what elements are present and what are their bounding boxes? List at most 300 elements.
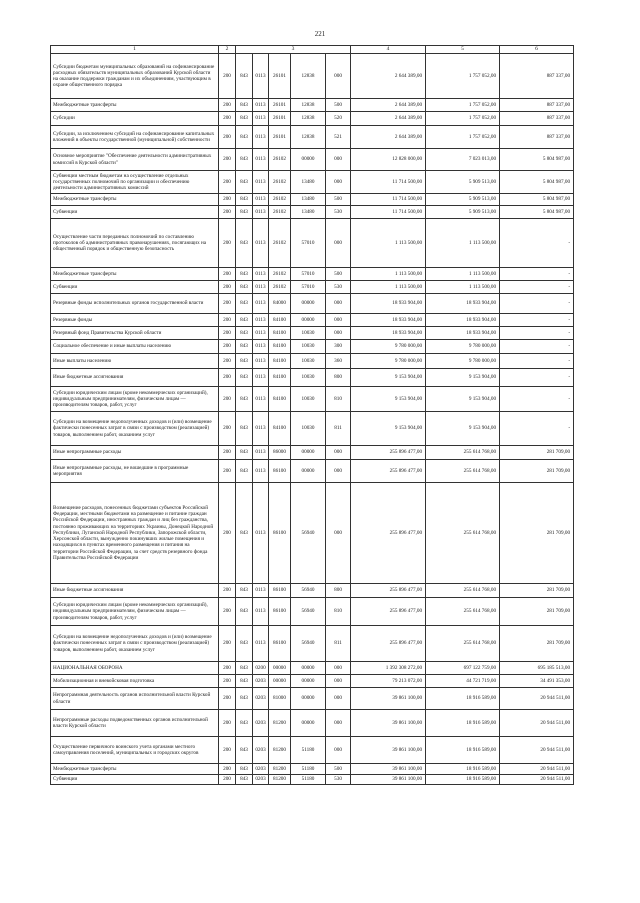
row-value-1: 9 153 904,00 <box>351 387 426 412</box>
budget-table <box>50 45 574 785</box>
row-value-1: 9 780 000,00 <box>351 354 426 369</box>
row-code-b: 843 <box>236 446 253 460</box>
row-code-c: 0113 <box>253 54 269 99</box>
row-value-2: 1 113 500,00 <box>426 281 500 294</box>
row-value-2: 18 916 589,00 <box>426 737 500 764</box>
row-code-d: 84100 <box>269 387 291 412</box>
row-code-f: 300 <box>326 340 351 354</box>
row-code-b: 843 <box>236 219 253 268</box>
table-row <box>51 737 574 764</box>
row-value-2: 1 757 052,00 <box>426 126 500 149</box>
row-code-a: 200 <box>219 460 236 483</box>
row-code-c: 0203 <box>253 764 269 775</box>
row-value-1: 18 933 904,00 <box>351 314 426 327</box>
row-code-f: 000 <box>326 171 351 194</box>
row-code-f: 500 <box>326 268 351 281</box>
row-code-f: 530 <box>326 206 351 219</box>
row-code-d: 84100 <box>269 369 291 387</box>
row-code-b: 843 <box>236 412 253 446</box>
row-code-b: 843 <box>236 354 253 369</box>
row-code-a: 200 <box>219 626 236 662</box>
row-value-2: 697 122 759,00 <box>426 662 500 675</box>
row-value-2: 18 933 904,00 <box>426 314 500 327</box>
row-value-1: 255 896 477,00 <box>351 483 426 584</box>
row-code-e: 56940 <box>291 598 326 626</box>
row-name: Иные бюджетные ассигнования <box>51 584 219 598</box>
row-value-2: 18 916 589,00 <box>426 764 500 775</box>
row-code-e: 00000 <box>291 294 326 314</box>
row-code-a: 200 <box>219 294 236 314</box>
table-row <box>51 171 574 194</box>
row-value-3: - <box>500 387 574 412</box>
row-value-2: 255 614 768,00 <box>426 584 500 598</box>
table-row <box>51 584 574 598</box>
row-code-e: 57010 <box>291 281 326 294</box>
row-code-c: 0113 <box>253 314 269 327</box>
row-value-2: 18 916 589,00 <box>426 710 500 737</box>
row-value-2: 9 153 904,00 <box>426 387 500 412</box>
row-code-b: 843 <box>236 327 253 340</box>
row-code-b: 843 <box>236 126 253 149</box>
row-value-2: 18 933 904,00 <box>426 327 500 340</box>
row-name: НАЦИОНАЛЬНАЯ ОБОРОНА <box>51 662 219 675</box>
row-code-e: 00000 <box>291 710 326 737</box>
header-col-4: 4 <box>351 46 426 54</box>
row-code-c: 0113 <box>253 387 269 412</box>
table-row <box>51 483 574 584</box>
row-value-1: 39 861 100,00 <box>351 775 426 785</box>
table-row <box>51 446 574 460</box>
row-code-d: 86000 <box>269 446 291 460</box>
table-row <box>51 194 574 206</box>
row-code-d: 26102 <box>269 268 291 281</box>
row-code-e: 13480 <box>291 194 326 206</box>
table-row <box>51 327 574 340</box>
row-name: Непрограммные расходы подведомственных органов исполнительной власти Курской области <box>51 710 219 737</box>
table-row <box>51 662 574 675</box>
row-value-1: 39 861 100,00 <box>351 764 426 775</box>
row-code-f: 800 <box>326 584 351 598</box>
table-row <box>51 387 574 412</box>
table-row <box>51 219 574 268</box>
row-code-b: 843 <box>236 584 253 598</box>
row-code-c: 0113 <box>253 206 269 219</box>
row-code-f: 000 <box>326 662 351 675</box>
row-value-3: 695 185 513,00 <box>500 662 574 675</box>
row-code-d: 00000 <box>269 662 291 675</box>
row-name: Мобилизационная и вневойсковая подготовка <box>51 675 219 688</box>
row-value-2: 5 909 513,00 <box>426 194 500 206</box>
table-row <box>51 126 574 149</box>
row-code-b: 843 <box>236 112 253 126</box>
row-code-e: 12838 <box>291 112 326 126</box>
row-value-2: 255 614 768,00 <box>426 626 500 662</box>
row-value-3: 887 337,00 <box>500 99 574 112</box>
row-code-a: 200 <box>219 446 236 460</box>
row-code-a: 200 <box>219 412 236 446</box>
table-row <box>51 281 574 294</box>
row-code-a: 200 <box>219 764 236 775</box>
row-name: Резервный фонд Правительства Курской области <box>51 327 219 340</box>
row-code-b: 843 <box>236 688 253 710</box>
row-code-a: 200 <box>219 54 236 99</box>
row-code-a: 200 <box>219 675 236 688</box>
row-code-f: 521 <box>326 126 351 149</box>
row-code-d: 81200 <box>269 764 291 775</box>
row-code-d: 81200 <box>269 737 291 764</box>
table-row <box>51 314 574 327</box>
table-row <box>51 460 574 483</box>
table-row <box>51 54 574 99</box>
row-value-1: 255 896 477,00 <box>351 598 426 626</box>
row-value-2: 18 933 904,00 <box>426 294 500 314</box>
header-col-3: 3 <box>236 46 351 54</box>
table-row <box>51 688 574 710</box>
row-value-3: 887 337,00 <box>500 112 574 126</box>
table-row <box>51 412 574 446</box>
row-code-d: 84100 <box>269 327 291 340</box>
row-value-3: - <box>500 219 574 268</box>
table-body <box>51 46 574 785</box>
row-value-2: 9 153 904,00 <box>426 369 500 387</box>
row-code-c: 0203 <box>253 737 269 764</box>
row-code-d: 26101 <box>269 126 291 149</box>
row-code-d: 86100 <box>269 460 291 483</box>
table-row <box>51 112 574 126</box>
row-code-c: 0200 <box>253 662 269 675</box>
row-value-3: 5 804 987,00 <box>500 194 574 206</box>
row-code-c: 0113 <box>253 598 269 626</box>
row-code-c: 0113 <box>253 194 269 206</box>
row-name: Возмещение расходов, понесенных бюджетами субъектов Российской Федерации, местными бюджетами на размещение и питание граждан Российской Федерации, иностранных граждан и лиц без гражданства, постоянно проживающих на территориях Украины, Донецкой Народной Республики, Луганской Народной Республики, Запорожской области, Херсонской области, вынужденно покинувших жилые помещения и находящихся в пунктах временного размещения и питания на территории Российской Федерации, за счет средств резервного фонда Правительства Российской Федерации <box>51 483 219 584</box>
row-value-3: 34 491 353,00 <box>500 675 574 688</box>
row-code-a: 200 <box>219 194 236 206</box>
row-code-a: 200 <box>219 219 236 268</box>
row-value-3: 20 944 511,00 <box>500 737 574 764</box>
row-value-1: 1 113 500,00 <box>351 281 426 294</box>
row-value-3: - <box>500 354 574 369</box>
row-value-3: 281 709,00 <box>500 483 574 584</box>
row-code-f: 530 <box>326 775 351 785</box>
row-value-1: 11 714 500,00 <box>351 206 426 219</box>
row-code-e: 56940 <box>291 626 326 662</box>
table-row <box>51 598 574 626</box>
row-code-f: 000 <box>326 446 351 460</box>
header-row <box>51 46 574 54</box>
row-value-1: 39 861 100,00 <box>351 688 426 710</box>
table-row <box>51 149 574 171</box>
row-code-d: 26102 <box>269 219 291 268</box>
row-value-3: 281 709,00 <box>500 446 574 460</box>
row-value-1: 2 644 389,00 <box>351 99 426 112</box>
row-value-2: 18 916 589,00 <box>426 775 500 785</box>
row-name: Иные непрограммные расходы <box>51 446 219 460</box>
row-code-c: 0203 <box>253 675 269 688</box>
row-name: Основное мероприятие "Обеспечение деятельности административных комиссий в Курской области" <box>51 149 219 171</box>
row-code-a: 200 <box>219 369 236 387</box>
row-value-2: 255 614 768,00 <box>426 460 500 483</box>
row-code-c: 0113 <box>253 268 269 281</box>
row-value-2: 18 916 589,00 <box>426 688 500 710</box>
row-value-2: 255 614 768,00 <box>426 598 500 626</box>
row-code-c: 0113 <box>253 171 269 194</box>
row-code-a: 200 <box>219 268 236 281</box>
row-code-a: 200 <box>219 737 236 764</box>
row-code-c: 0113 <box>253 219 269 268</box>
row-code-f: 810 <box>326 598 351 626</box>
row-value-3: - <box>500 294 574 314</box>
row-code-c: 0113 <box>253 412 269 446</box>
row-code-e: 10030 <box>291 387 326 412</box>
row-code-e: 57010 <box>291 219 326 268</box>
row-code-c: 0113 <box>253 446 269 460</box>
row-code-b: 843 <box>236 54 253 99</box>
row-value-2: 9 153 904,00 <box>426 412 500 446</box>
row-value-1: 9 153 904,00 <box>351 412 426 446</box>
row-value-3: 20 944 511,00 <box>500 710 574 737</box>
row-code-d: 26101 <box>269 112 291 126</box>
row-code-e: 57010 <box>291 268 326 281</box>
row-value-3: 281 709,00 <box>500 598 574 626</box>
table-row <box>51 675 574 688</box>
row-code-d: 26102 <box>269 149 291 171</box>
row-value-1: 2 644 389,00 <box>351 126 426 149</box>
row-code-f: 500 <box>326 764 351 775</box>
row-code-a: 200 <box>219 171 236 194</box>
row-value-1: 39 861 100,00 <box>351 737 426 764</box>
row-code-e: 12838 <box>291 54 326 99</box>
row-code-d: 84100 <box>269 314 291 327</box>
row-code-e: 10030 <box>291 340 326 354</box>
row-code-b: 843 <box>236 294 253 314</box>
row-code-b: 843 <box>236 340 253 354</box>
row-value-3: 281 709,00 <box>500 584 574 598</box>
row-name: Субвенции <box>51 775 219 785</box>
row-code-d: 26102 <box>269 206 291 219</box>
row-code-f: 800 <box>326 369 351 387</box>
row-code-d: 84000 <box>269 294 291 314</box>
row-name: Субсидии юридическим лицам (кроме некоммерческих организаций), индивидуальным предпринимателям, физическим лицам — производителям товаров, работ, услуг <box>51 387 219 412</box>
row-name: Субвенции <box>51 281 219 294</box>
row-code-b: 843 <box>236 626 253 662</box>
row-code-a: 200 <box>219 340 236 354</box>
row-value-1: 39 861 100,00 <box>351 710 426 737</box>
row-value-1: 79 213 072,00 <box>351 675 426 688</box>
row-code-b: 843 <box>236 171 253 194</box>
row-code-b: 843 <box>236 149 253 171</box>
row-value-3: 20 944 511,00 <box>500 775 574 785</box>
row-code-e: 12838 <box>291 126 326 149</box>
row-code-d: 26102 <box>269 281 291 294</box>
row-code-d: 81200 <box>269 710 291 737</box>
row-code-e: 00000 <box>291 675 326 688</box>
row-code-a: 200 <box>219 483 236 584</box>
row-code-e: 00000 <box>291 149 326 171</box>
row-code-a: 200 <box>219 112 236 126</box>
row-value-1: 255 896 477,00 <box>351 626 426 662</box>
row-value-2: 1 757 052,00 <box>426 54 500 99</box>
row-value-1: 12 828 000,00 <box>351 149 426 171</box>
row-code-e: 10030 <box>291 327 326 340</box>
row-value-1: 1 113 500,00 <box>351 268 426 281</box>
row-name: Субсидии на возмещение недополученных доходов и (или) возмещение фактически понесенных затрат в связи с производством (реализацией) товаров, выполнением работ, оказанием услуг <box>51 412 219 446</box>
row-name: Социальное обеспечение и иные выплаты населению <box>51 340 219 354</box>
row-code-c: 0113 <box>253 369 269 387</box>
row-code-d: 84100 <box>269 340 291 354</box>
row-code-c: 0113 <box>253 460 269 483</box>
row-code-e: 51180 <box>291 737 326 764</box>
row-code-c: 0113 <box>253 584 269 598</box>
row-code-f: 000 <box>326 710 351 737</box>
row-code-c: 0113 <box>253 626 269 662</box>
row-code-a: 200 <box>219 354 236 369</box>
row-code-b: 843 <box>236 460 253 483</box>
row-code-e: 00000 <box>291 314 326 327</box>
row-name: Резервные фонды исполнительных органов государственной власти <box>51 294 219 314</box>
row-code-b: 843 <box>236 314 253 327</box>
row-value-3: - <box>500 281 574 294</box>
row-value-1: 255 896 477,00 <box>351 446 426 460</box>
row-name: Субвенции <box>51 206 219 219</box>
table-row <box>51 340 574 354</box>
row-value-3: 20 944 511,00 <box>500 764 574 775</box>
row-value-2: 1 757 052,00 <box>426 112 500 126</box>
row-code-b: 843 <box>236 268 253 281</box>
row-code-f: 810 <box>326 387 351 412</box>
row-code-f: 500 <box>326 99 351 112</box>
row-code-b: 843 <box>236 710 253 737</box>
row-value-2: 9 780 000,00 <box>426 354 500 369</box>
row-value-3: 281 709,00 <box>500 626 574 662</box>
row-value-3: 5 804 987,00 <box>500 149 574 171</box>
row-code-f: 500 <box>326 194 351 206</box>
table-row <box>51 294 574 314</box>
row-name: Непрограммная деятельность органов исполнительной власти Курской области <box>51 688 219 710</box>
row-code-b: 843 <box>236 281 253 294</box>
row-value-1: 2 644 389,00 <box>351 112 426 126</box>
row-value-1: 9 153 904,00 <box>351 369 426 387</box>
row-value-2: 5 909 513,00 <box>426 206 500 219</box>
row-code-d: 26102 <box>269 194 291 206</box>
row-value-1: 1 392 308 272,00 <box>351 662 426 675</box>
row-value-3: 20 944 511,00 <box>500 688 574 710</box>
row-name: Межбюджетные трансферты <box>51 268 219 281</box>
row-code-e: 10030 <box>291 369 326 387</box>
row-value-2: 9 780 000,00 <box>426 340 500 354</box>
table-row <box>51 206 574 219</box>
row-value-2: 44 721 719,00 <box>426 675 500 688</box>
row-code-a: 200 <box>219 206 236 219</box>
table-row <box>51 764 574 775</box>
row-code-b: 843 <box>236 675 253 688</box>
row-name: Межбюджетные трансферты <box>51 764 219 775</box>
row-code-d: 86100 <box>269 584 291 598</box>
row-code-e: 56940 <box>291 483 326 584</box>
table-row <box>51 710 574 737</box>
row-name: Субсидии юридическим лицам (кроме некоммерческих организаций), индивидуальным предпринимателям, физическим лицам — производителям товаров, работ, услуг <box>51 598 219 626</box>
row-code-a: 200 <box>219 775 236 785</box>
page-number: 221 <box>314 30 326 38</box>
row-name: Иные непрограммные расходы, не вошедшие в программные мероприятия <box>51 460 219 483</box>
row-value-3: 5 804 987,00 <box>500 171 574 194</box>
table-row <box>51 99 574 112</box>
row-value-1: 11 714 500,00 <box>351 171 426 194</box>
row-value-2: 1 757 052,00 <box>426 99 500 112</box>
row-code-f: 000 <box>326 314 351 327</box>
row-value-2: 255 614 768,00 <box>426 446 500 460</box>
row-name: Резервные фонды <box>51 314 219 327</box>
row-code-c: 0203 <box>253 688 269 710</box>
row-code-a: 200 <box>219 710 236 737</box>
row-code-a: 200 <box>219 149 236 171</box>
row-value-1: 11 714 500,00 <box>351 194 426 206</box>
row-code-f: 520 <box>326 112 351 126</box>
row-code-d: 84100 <box>269 354 291 369</box>
row-code-a: 200 <box>219 688 236 710</box>
row-code-a: 200 <box>219 387 236 412</box>
row-code-f: 360 <box>326 354 351 369</box>
row-code-c: 0113 <box>253 126 269 149</box>
row-code-f: 000 <box>326 219 351 268</box>
row-code-e: 13480 <box>291 206 326 219</box>
row-code-f: 000 <box>326 460 351 483</box>
row-code-e: 13480 <box>291 171 326 194</box>
row-name: Субвенции местным бюджетам на осуществление отдельных государственных полномочий по организации и обеспечению деятельности административных комиссий <box>51 171 219 194</box>
row-code-c: 0113 <box>253 112 269 126</box>
header-col-6: 6 <box>500 46 574 54</box>
row-code-d: 86100 <box>269 626 291 662</box>
row-code-f: 000 <box>326 483 351 584</box>
row-code-a: 200 <box>219 126 236 149</box>
header-col-2: 2 <box>219 46 236 54</box>
row-code-f: 000 <box>326 149 351 171</box>
row-code-a: 200 <box>219 99 236 112</box>
row-code-e: 12838 <box>291 99 326 112</box>
row-code-d: 81200 <box>269 775 291 785</box>
row-code-e: 00000 <box>291 446 326 460</box>
row-code-f: 000 <box>326 327 351 340</box>
table-row <box>51 369 574 387</box>
row-code-a: 200 <box>219 584 236 598</box>
row-code-a: 200 <box>219 314 236 327</box>
row-value-3: - <box>500 327 574 340</box>
row-name: Межбюджетные трансферты <box>51 99 219 112</box>
row-name: Субсидии, за исключением субсидий на софинансирование капитальных вложений в объекты государственной (муниципальной) собственности <box>51 126 219 149</box>
row-value-1: 255 896 477,00 <box>351 460 426 483</box>
row-value-2: 1 113 500,00 <box>426 268 500 281</box>
row-value-3: 281 709,00 <box>500 460 574 483</box>
header-col-5: 5 <box>426 46 500 54</box>
row-code-b: 843 <box>236 764 253 775</box>
row-value-1: 18 933 904,00 <box>351 327 426 340</box>
row-code-f: 811 <box>326 626 351 662</box>
row-name: Осуществление части переданных полномочий по составлению протоколов об административных правонарушениях, посягающих на общественный порядок и общественную безопасность <box>51 219 219 268</box>
row-name: Субсидии бюджетам муниципальных образований на софинансирование расходных обязательств муниципальных образований Курской области на оказание поддержки гражданам и их объединениям, участвующим в охране общественного порядка <box>51 54 219 99</box>
row-code-b: 843 <box>236 737 253 764</box>
row-code-b: 843 <box>236 369 253 387</box>
row-value-3: - <box>500 314 574 327</box>
row-value-2: 7 023 013,00 <box>426 149 500 171</box>
row-code-c: 0203 <box>253 775 269 785</box>
row-code-e: 10030 <box>291 412 326 446</box>
row-code-f: 530 <box>326 281 351 294</box>
row-code-e: 56940 <box>291 584 326 598</box>
row-code-d: 00000 <box>269 675 291 688</box>
row-code-d: 26102 <box>269 171 291 194</box>
row-code-f: 000 <box>326 54 351 99</box>
row-code-c: 0113 <box>253 149 269 171</box>
row-value-3: 5 804 987,00 <box>500 206 574 219</box>
